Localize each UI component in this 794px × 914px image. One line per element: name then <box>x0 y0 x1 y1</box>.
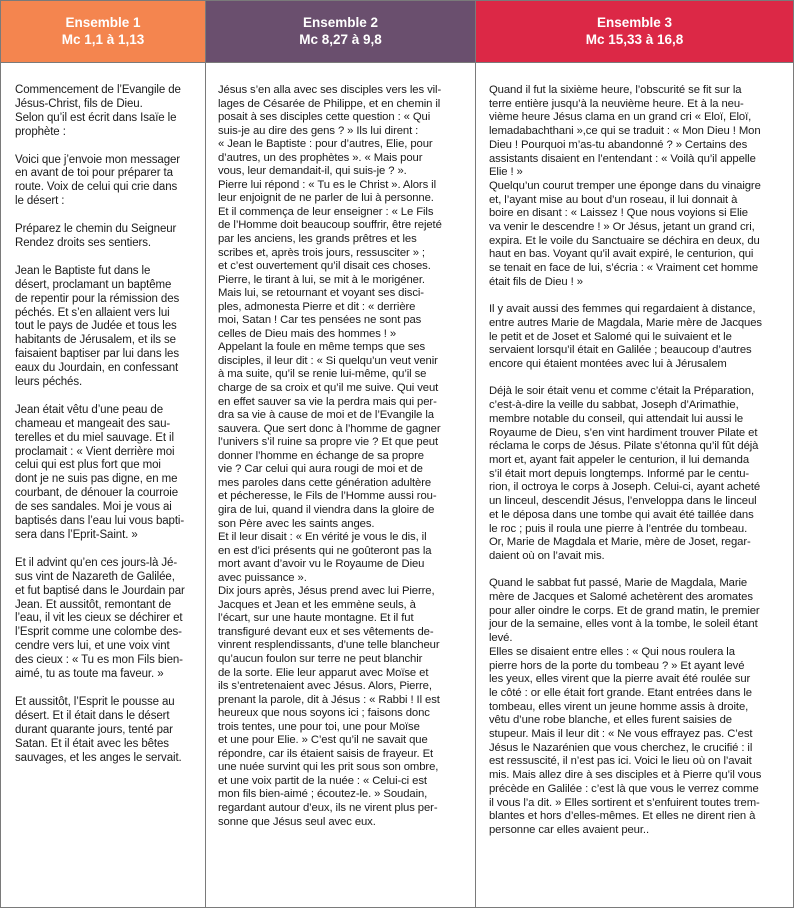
column-text: Jésus s’en alla avec ses disciples vers les vil- lages de Césarée de Philippe, et en chemin il posait à ses disciples cette question : « Qui suis-je au dire des gens ? » Ils lui dirent : « Jean le Baptiste : pour d’autres, Elie, pour d’autres, un des prophètes ». « Mais pour vous, leur demandait-il, qui suis-je ? ». Pierre lui répond : « Tu es le Christ ». Alors il leur enjoignit de ne parler de lui à personne. Et il commença de leur enseigner : « Le Fils de l’Homme doit beaucoup souffrir, être rejeté par les anciens, les grands prêtres et les scribes et, après trois jours, ressusciter » ; et c’est ouvertement qu’il disait ces choses. Pierre, le tirant à lui, se mit à le morigéner. Mais lui, se retournant et voyant ses disci- ples, admonesta Pierre et dit : « derrière moi, Satan ! Car tes pensées ne sont pas celles de Dieu mais des hommes ! » Appelant la foule en même temps que ses disciples, il leur dit : « Si quelqu’un veut venir à ma suite, qu’il se renie lui-même, qu’il se charge de sa croix et qu’il me suive. Qui veut en effet sauver sa vie la perdra mais qui per- dra sa vie à cause de moi et de l’Evangile la sauvera. Que sert donc à l’homme de gagner l’univers s’il ruine sa propre vie ? Et que peut donner l’homme en échange de sa propre vie ? Car celui qui aura rougi de moi et de mes paroles dans cette génération adultère et pécheresse, le Fils de l’Homme aussi rou- gira de lui, quand il viendra dans la gloire de son Père avec les saints anges. Et il leur disait : « En vérité je vous le dis, il en est d’ici présents qui ne goûteront pas la mort avant d’avoir vu le Royaume de Dieu avec puissance ». Dix jours après, Jésus prend avec lui Pierre, Jacques et Jean et les emmène seuls, à l’écart, sur une haute montagne. Et il fut transfiguré devant eux et ses vêtements de- vinrent resplendissants, d’une telle blancheur qu’aucun foulon sur terre ne peut blanchir de la sorte. Elie leur apparut avec Moïse et ils s’entretenaient avec Jésus. Alors, Pierre, prenant la parole, dit à Jésus : « Rabbi ! Il est heureux que nous soyons ici ; faisons donc trois tentes, une pour toi, une pour Moïse et une pour Elie. » C’est qu’il ne savait que répondre, car ils étaient saisis de frayeur. Et une nuée survint qui les prit sous son ombre, et une voix partit de la nuée : « Celui-ci est mon fils bien-aimé ; écoutez-le. » Soudain, regardant autour d’eux, ils ne virent plus per- sonne que Jésus seul avec eux. <box>218 84 442 828</box>
column-header <box>476 1 793 63</box>
column-reference: Mc 8,27 à 9,8 <box>299 32 382 47</box>
column-reference: Mc 15,33 à 16,8 <box>585 32 684 47</box>
column-header <box>206 1 475 63</box>
column-text: Quand il fut la sixième heure, l’obscurité se fit sur la terre entière jusqu’à la neuvième heure. Et à la neu- vième heure Jésus clama en un grand cri « Eloï, Eloï, lemadabachthani »,ce qui se traduit : « Mon Dieu ! Mon Dieu ! Pourquoi m’as-tu abandonné ? » Certains des assistants disaient en l’entendant : « Voilà qu’il appelle Elie ! » Quelqu’un courut tremper une éponge dans du vinaigre et, l’ayant mise au bout d’un roseau, il lui donnait à boire en disant : « Laissez ! Que nous voyions si Elie va venir le descendre ! » Or Jésus, jetant un grand cri, expira. Et le voile du Sanctuaire se déchira en deux, du haut en bas. Voyant qu’il avait expiré, le centurion, qui se tenait en face de lui, s’écria : « Vraiment cet homme était fils de Dieu ! » Il y avait aussi des femmes qui regardaient à distance, entre autres Marie de Magdala, Marie mère de Jacques le petit et de Joset et Salomé qui le suivaient et le servaient lorsqu’il était en Galilée ; beaucoup d’autres encore qui étaient montées avec lui à Jérusalem Déjà le soir était venu et comme c’était la Préparation, c’est-à-dire la veille du sabbat, Joseph d’Arimathie, membre notable du conseil, qui attendait lui aussi le Royaume de Dieu, s’en vint hardiment trouver Pilate et réclama le corps de Jésus. Pilate s’étonna qu’il fût déjà mort et, ayant fait appeler le centurion, il lui demanda s’il était mort depuis longtemps. Informé par le centu- rion, il octroya le corps à Joseph. Celui-ci, ayant acheté un linceul, descendit Jésus, l’enveloppa dans le linceul et le déposa dans une tombe qui avait été taillée dans le roc ; puis il roula une pierre à l’entrée du tombeau. Or, Marie de Magdala et Marie, mère de Joset, regar- daient où on l’avait mis. Quand le sabbat fut passé, Marie de Magdala, Marie mère de Jacques et Salomé achetèrent des aromates pour aller oindre le corps. Et de grand matin, le premier jour de la semaine, elles vont à la tombe, le soleil étant levé. Elles se disaient entre elles : « Qui nous roulera la pierre hors de la porte du tombeau ? » Et ayant levé les yeux, elles virent que la pierre avait été roulée sur le côté : or elle était fort grande. Etant entrées dans le tombeau, elles virent un jeune homme assis à droite, vêtu d’une robe blanche, et elles furent saisies de stupeur. Mais il leur dit : « Ne vous effrayez pas. C’est Jésus le Nazarénien que vous cherchez, le crucifié : il est ressuscité, il n’est pas ici. Voici le lieu où on l’avait mis. Mais allez dire à ses disciples et à Pierre qu’il vous précède en Galilée : c’est là que vous le verrez comme il vous l’a dit. » Elles sortirent et s’enfuirent toutes trem- blantes et hors d’elles-mêmes. Et elles ne dirent rien à personne car elles avaient peur.. <box>489 84 762 836</box>
column-ensemble-2 <box>205 1 475 907</box>
column-reference: Mc 1,1 à 1,13 <box>61 32 145 47</box>
column-header <box>1 1 205 63</box>
column-title: Ensemble 3 <box>596 15 673 30</box>
column-text: Commencement de l’Evangile de Jésus-Christ, fils de Dieu. Selon qu’il est écrit dans Isaïe le prophète : Voici que j’envoie mon messager en avant de toi pour préparer ta route. Voix de celui qui crie dans le désert : Préparez le chemin du Seigneur Rendez droits ses sentiers. Jean le Baptiste fut dans le désert, proclamant un baptême de repentir pour la rémission des péchés. Et s’en allaient vers lui tout le pays de Judée et tous les habitants de Jérusalem, et ils se faisaient baptiser par lui dans les eaux du Jourdain, en confessant leurs péchés. Jean était vêtu d’une peau de chameau et mangeait des sau- terelles et du miel sauvage. Et il proclamait : « Vient derrière moi celui qui est plus fort que moi dont je ne suis pas digne, en me courbant, de dénouer la courroie de ses sandales. Moi je vous ai baptisés dans l’eau lui vous bapti- sera dans l’Eprit-Saint. » Et il advint qu’en ces jours-là Jé- sus vint de Nazareth de Galilée, et fut baptisé dans le Jourdain par Jean. Et aussitôt, remontant de l’eau, il vit les cieux se déchirer et l’Esprit comme une colombe des- cendre vers lui, et une voix vint des cieux : « Tu es mon Fils bien- aimé, tu as toute ma faveur. » Et aussitôt, l’Esprit le pousse au désert. Et il était dans le désert durant quarante jours, tenté par Satan. Et il était avec les bêtes sauvages, et les anges le servait. <box>15 84 185 764</box>
column-ensemble-3 <box>475 1 793 907</box>
column-title: Ensemble 1 <box>65 15 141 30</box>
column-ensemble-1 <box>1 1 205 907</box>
column-title: Ensemble 2 <box>302 15 379 30</box>
